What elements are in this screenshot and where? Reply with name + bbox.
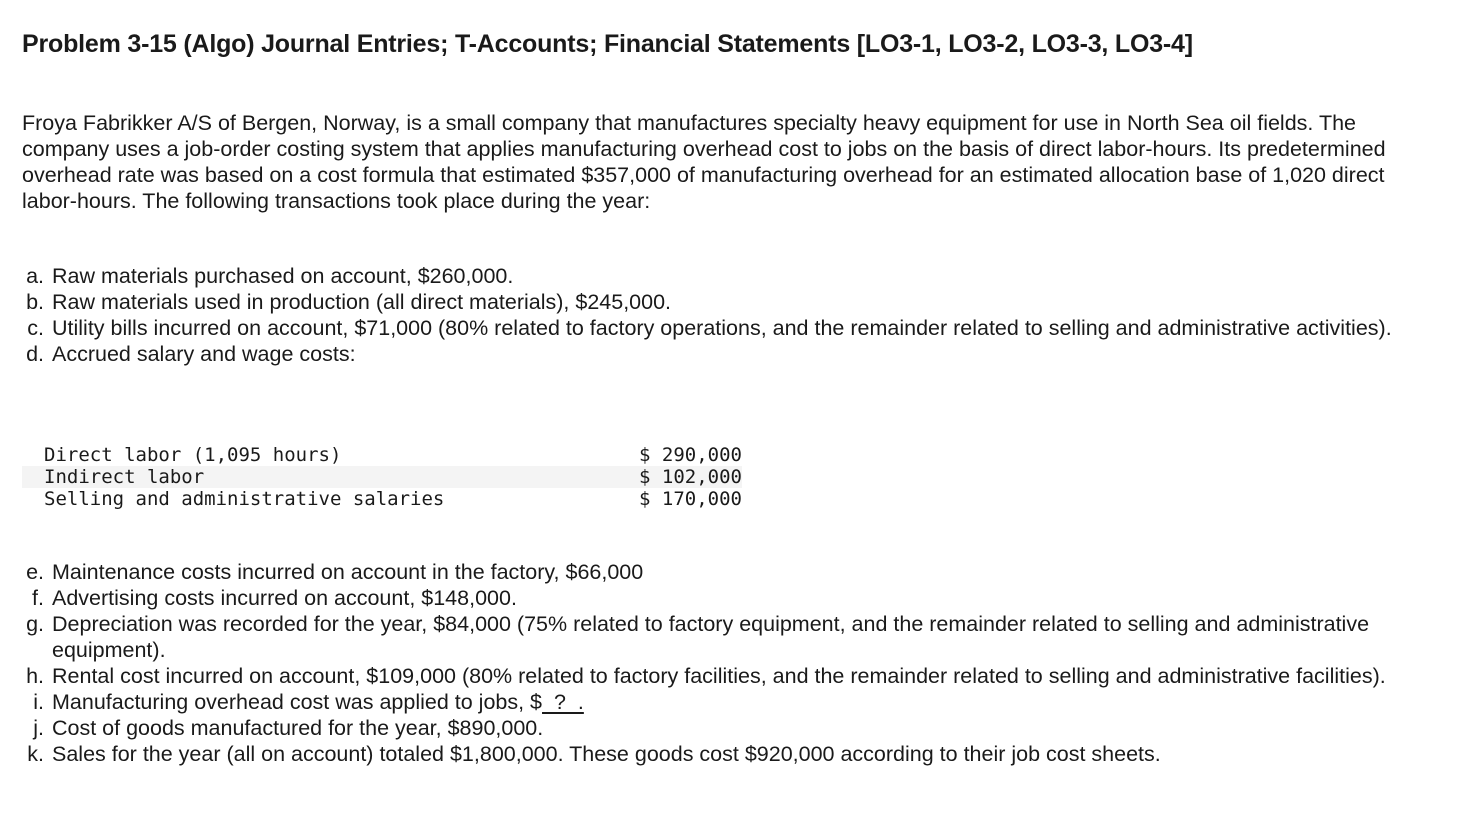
transaction-h [22,663,1422,689]
transaction-d [22,341,1422,367]
transaction-e [22,559,1422,585]
transaction-text [52,689,1422,715]
wage-amount: $ 290,000 [639,444,742,466]
transaction-f [22,585,1422,611]
transaction-j [22,715,1422,741]
transaction-text: Cost of goods manufactured for the year, $890,000. [52,716,544,740]
transaction-text-before: Manufacturing overhead cost was applied to jobs, $ [52,690,543,714]
wage-label: Direct labor (1,095 hours) [44,444,342,466]
transaction-c [22,315,1422,341]
transaction-text: Advertising costs incurred on account, $148,000. [52,586,517,610]
transaction-b [22,289,1422,315]
transaction-text: Accrued salary and wage costs: [52,342,356,366]
transactions-list-top [22,263,1422,367]
wage-label: Selling and administrative salaries [44,488,445,510]
transaction-marker: a. [26,264,44,288]
transaction-text: Maintenance costs incurred on account in the factory, $66,000 [52,560,644,584]
transaction-text: Depreciation was recorded for the year, $84,000 (75% related to factory equipment, and the remainder related to selling and administrative equipment). [52,612,1370,662]
transaction-text: Utility bills incurred on account, $71,000 (80% related to factory operations, and the remainder related to selling and administrative activities). [52,316,1392,340]
transaction-marker: e. [26,560,44,584]
table-row [22,488,742,510]
transaction-k [22,741,1422,767]
table-row [22,444,742,466]
wage-label: Indirect labor [22,466,617,488]
transaction-g [22,611,1422,663]
transaction-text: Sales for the year (all on account) totaled $1,800,000. These goods cost $920,000 according to their job cost sheets. [52,742,1161,766]
transaction-marker: d. [26,342,44,366]
transaction-marker: i. [33,690,44,714]
transaction-text: Rental cost incurred on account, $109,000 (80% related to factory facilities, and the remainder related to selling and administrative facilities). [52,664,1386,688]
transaction-marker: g. [26,612,44,636]
problem-title: Problem 3-15 (Algo) Journal Entries; T-Accounts; Financial Statements [LO3-1, LO3-2, LO3-3, LO3-4] [22,30,1193,58]
transaction-i [22,689,1422,715]
transaction-marker: c. [27,316,44,340]
salary-wage-table [22,444,742,510]
answer-blank: ? . [542,690,584,714]
transaction-marker: b. [26,290,44,314]
wage-amount: $ 102,000 [617,466,742,488]
transaction-text: Raw materials used in production (all direct materials), $245,000. [52,290,672,314]
problem-intro: Froya Fabrikker A/S of Bergen, Norway, is a small company that manufactures specialty heavy equipment for use in North Sea oil fields. The company uses a job-order costing system that applies manufacturing overhead cost to jobs on the basis of direct labor-hours. Its predetermined overhead rate was based on a cost formula that estimated $357,000 of manufacturing overhead for an estimated allocation base of 1,020 direct labor-hours. The following transactions took place during the year: [22,111,1386,213]
transactions-list-bottom [22,559,1422,767]
transaction-marker: h. [26,664,44,688]
wage-amount: $ 170,000 [639,488,742,510]
transaction-marker: j. [33,716,44,740]
transaction-marker: k. [27,742,44,766]
table-row [22,466,742,488]
transaction-text: Raw materials purchased on account, $260,000. [52,264,514,288]
transaction-marker: f. [32,586,44,610]
transaction-a [22,263,1422,289]
